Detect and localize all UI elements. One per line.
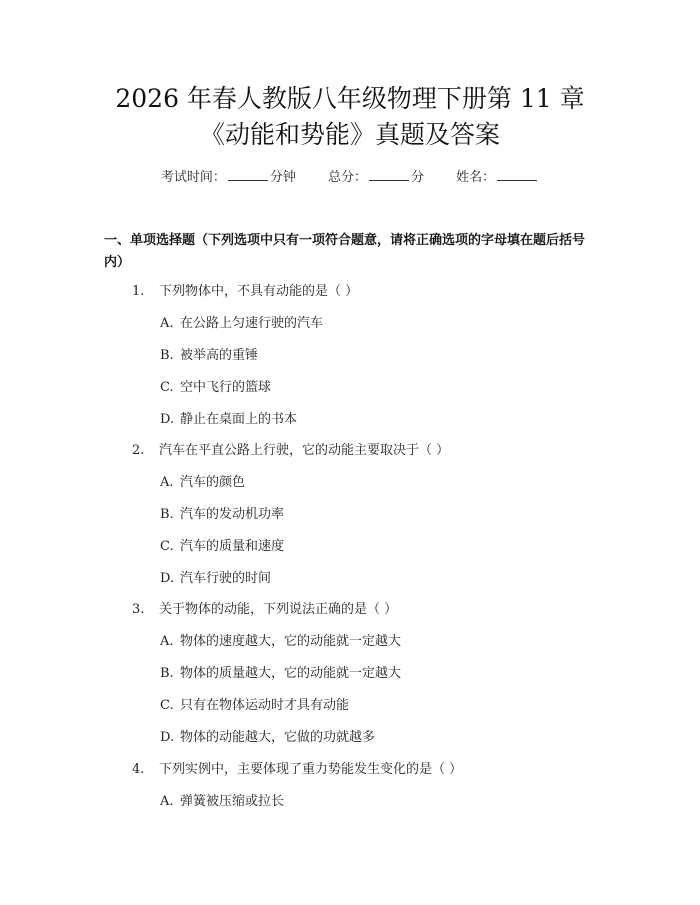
total-score-field [328,168,424,187]
option-text: 汽车行驶的时间 [180,571,272,586]
option-letter: C. [160,539,174,554]
option-4a [160,793,284,811]
question-text: 下列实例中，主要体现了重力势能发生变化的是（ ） [159,762,463,777]
option-letter: B. [160,666,174,681]
question-text: 下列物体中，不具有动能的是（ ） [159,284,359,299]
exam-time-blank [228,168,268,181]
title-line-1: 2026 年春人教版八年级物理下册第 11 章 [115,84,585,113]
option-3c [160,697,349,715]
question-2 [132,442,449,460]
total-score-label: 总分： [327,170,367,185]
option-3a [160,633,401,651]
option-2d [160,570,271,588]
exam-time-unit: 分钟 [269,170,296,185]
option-text: 静止在桌面上的书本 [180,412,298,427]
option-text: 汽车的质量和速度 [180,539,285,554]
exam-time-field [161,168,296,187]
option-letter: D. [160,730,175,745]
option-letter: B. [160,507,174,522]
option-text: 汽车的颜色 [180,475,246,490]
option-2c [160,538,284,556]
option-letter: B. [160,348,174,363]
option-letter: A. [160,475,174,490]
total-score-blank [369,168,409,181]
option-1a [160,315,323,333]
exam-info-line [0,168,700,187]
option-text: 弹簧被压缩或拉长 [180,794,285,809]
option-text: 物体的动能越大，它做的功就越多 [180,730,376,745]
option-text: 被举高的重锤 [180,348,259,363]
option-letter: C. [160,698,174,713]
option-text: 物体的质量越大，它的动能就一定越大 [180,666,402,681]
option-letter: A. [160,634,174,649]
student-name-field [456,168,539,187]
question-number: 4. [132,762,145,777]
option-letter: C. [160,380,174,395]
option-text: 在公路上匀速行驶的汽车 [180,316,324,331]
question-4 [132,761,462,779]
option-3d [160,729,375,747]
question-text: 汽车在平直公路上行驶，它的动能主要取决于（ ） [159,443,450,458]
exam-time-label: 考试时间： [160,170,226,185]
option-2a [160,474,245,492]
question-number: 2. [132,443,145,458]
option-2b [160,506,284,524]
question-number: 1. [132,284,145,299]
option-letter: D. [160,412,175,427]
question-text: 关于物体的动能，下列说法正确的是（ ） [159,602,398,617]
option-3b [160,665,401,683]
student-name-label: 姓名： [456,170,496,185]
option-1d [160,411,297,429]
question-1 [132,283,358,301]
title-line-2: 《动能和势能》真题及答案 [199,120,500,149]
option-text: 汽车的发动机功率 [180,507,285,522]
option-letter: D. [160,571,175,586]
option-1b [160,347,258,365]
section-heading: 一、单项选择题（下列选项中只有一项符合题意，请将正确选项的字母填在题后括号内） [104,233,586,270]
option-letter: A. [160,794,174,809]
option-text: 只有在物体运动时才具有动能 [180,698,350,713]
option-letter: A. [160,316,174,331]
option-text: 空中飞行的篮球 [180,380,272,395]
option-text: 物体的速度越大，它的动能就一定越大 [180,634,402,649]
question-3 [132,601,397,619]
student-name-blank [497,168,537,181]
option-1c [160,379,271,397]
total-score-unit: 分 [411,170,425,185]
question-number: 3. [132,602,145,617]
